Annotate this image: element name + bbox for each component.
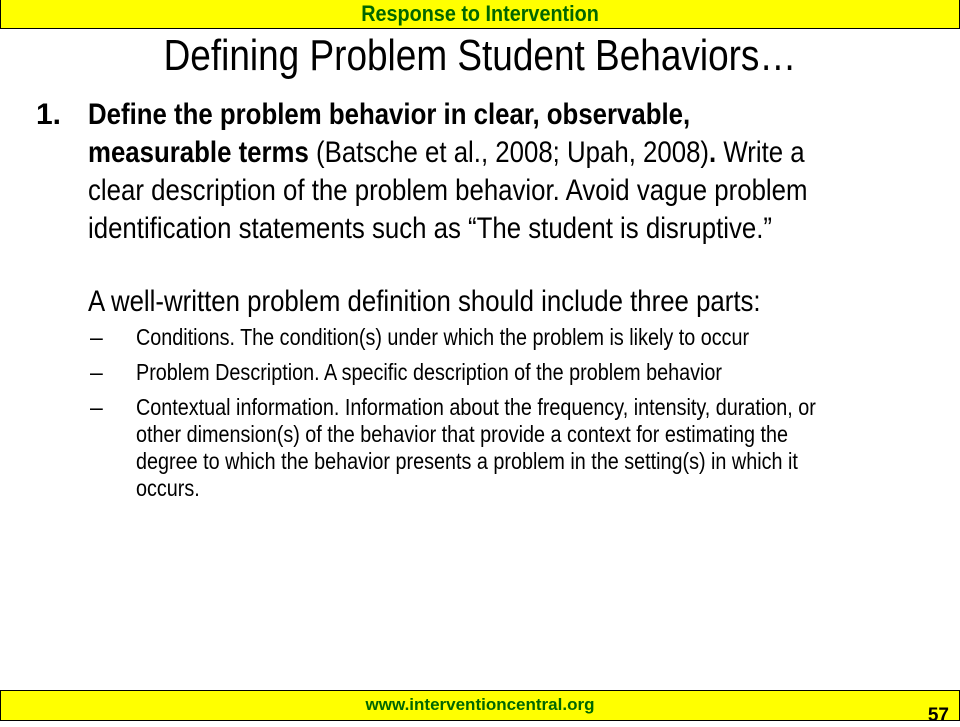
list-item (36, 359, 936, 386)
header-title: Response to Intervention (361, 1, 599, 26)
numbered-point (36, 96, 936, 248)
list-item-text: Contextual information. Information about the frequency, intensity, duration, or other dimension(s) of the behavior that provide a context for estimating the degree to which the behavior presents a problem in the setting(s) in which it occurs. (136, 394, 816, 501)
list-item (36, 394, 936, 502)
point-bold-text: Define the problem behavior in clear, observable, measurable terms (88, 98, 691, 169)
page-number: 57 (927, 705, 949, 726)
point-rest: Write a clear description of the problem behavior. Avoid vague problem identification statements such as “The student is disruptive.” (88, 136, 808, 245)
dash-bullet: – (90, 359, 103, 385)
dash-bullet: – (90, 394, 103, 420)
list-item-text: Problem Description. A specific description of the problem behavior (136, 359, 723, 385)
parts-list (36, 324, 936, 502)
point-body (88, 96, 817, 248)
point-period: . (709, 136, 717, 169)
point-citation: (Batsche et al., 2008; Upah, 2008) (308, 136, 710, 169)
point-number: 1. (36, 98, 62, 131)
slide-content (36, 96, 936, 510)
list-item (36, 324, 936, 351)
list-item-text: Conditions. The condition(s) under which the problem is likely to occur (136, 324, 750, 350)
footer-banner (0, 690, 960, 726)
parts-intro: A well-written problem definition should include three parts: (88, 285, 761, 318)
footer-url[interactable]: www.interventioncentral.org (365, 695, 595, 714)
header-banner (0, 0, 960, 29)
slide-title: Defining Problem Student Behaviors… (163, 31, 797, 80)
dash-bullet: – (90, 324, 103, 350)
